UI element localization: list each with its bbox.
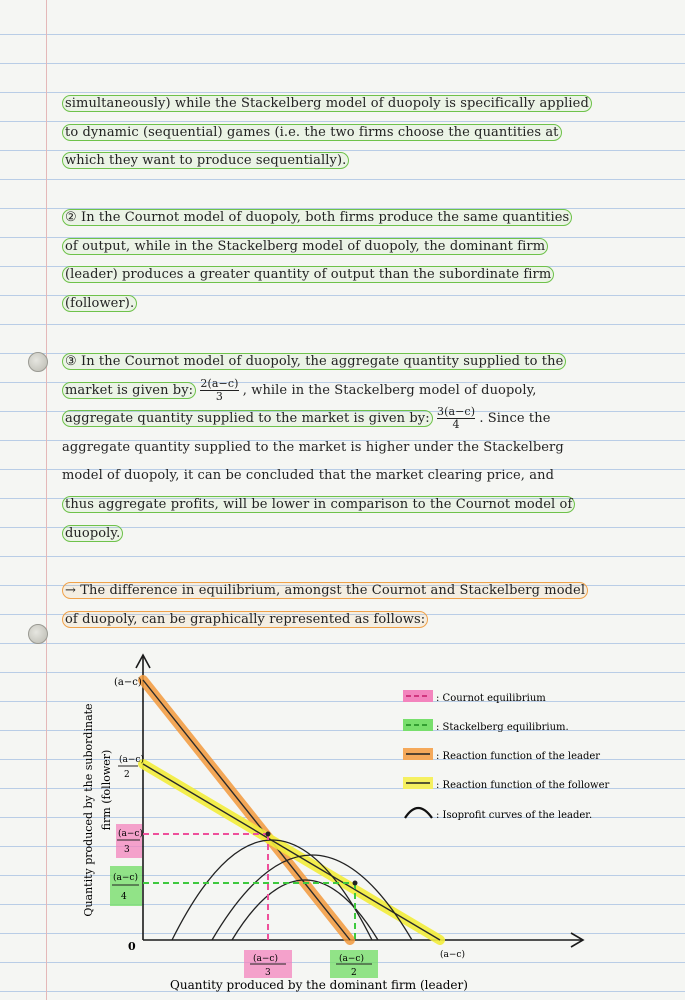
fraction-numerator: 2(a−c): [200, 376, 239, 390]
p3-line-3b: . Since the: [479, 411, 551, 427]
origin-label: 0: [128, 940, 136, 953]
p1-line-3: which they want to produce sequentially).: [62, 152, 349, 169]
p3-line-2a: market is given by:: [62, 382, 196, 399]
p1-line-2: to dynamic (sequential) games (i.e. the two firms choose the quantities at: [62, 124, 562, 141]
p2-line-4: (follower).: [62, 295, 137, 312]
y-tick-third-den: 3: [124, 845, 130, 855]
x-tick-third-num: (a−c): [253, 954, 278, 964]
p4-line-1: → The difference in equilibrium, amongst the Cournot and Stackelberg model: [62, 582, 588, 599]
x-tick-half-den: 2: [351, 968, 357, 978]
y-tick-top: (a−c): [114, 677, 142, 688]
p3-line-2b: , while in the Stackelberg model of duopoly,: [242, 382, 537, 398]
fraction-denominator: 4: [452, 418, 460, 432]
cournot-equilibrium-point: [266, 832, 271, 837]
y-tick-third-num: (a−c): [118, 829, 143, 839]
y-tick-half-den: 2: [124, 770, 130, 780]
p3-line-6: thus aggregate profits, will be lower in comparison to the Cournot model of: [62, 496, 575, 513]
stackelberg-equilibrium-point: [353, 881, 358, 886]
legend: [403, 690, 610, 821]
legend-cournot-label: : Cournot equilibrium: [436, 693, 546, 704]
p1-line-1: simultaneously) while the Stackelberg model of duopoly is specifically applied: [62, 95, 592, 112]
p3-line-3a: aggregate quantity supplied to the market is given by:: [62, 410, 433, 427]
legend-isoprofit-arc: [405, 808, 432, 818]
y-tick-quarter-num: (a−c): [113, 873, 138, 883]
y-tick-quarter-den: 4: [121, 892, 127, 902]
y-tick-half-num: (a−c): [119, 755, 144, 765]
p4-line-2: of duopoly, can be graphically represented as follows:: [62, 611, 428, 628]
x-axis-title: Quantity produced by the dominant firm (leader): [170, 978, 468, 992]
p2-line-2: of output, while in the Stackelberg model of duopoly, the dominant firm: [62, 238, 548, 255]
x-tick-half-num: (a−c): [339, 954, 364, 964]
p3-line-7: duopoly.: [62, 525, 123, 542]
p2-line-1: ② In the Cournot model of duopoly, both firms produce the same quantities: [62, 209, 572, 226]
y-axis-title-line-2: firm (follower): [100, 749, 113, 831]
p3-line-1: ③ In the Cournot model of duopoly, the aggregate quantity supplied to the: [62, 353, 566, 370]
y-axis-title-line-1: Quantity produced by the subordinate: [82, 703, 95, 917]
x-tick-end: (a−c): [440, 950, 465, 960]
leader-reaction-line: [143, 680, 350, 940]
x-tick-third-den: 3: [265, 968, 271, 978]
fraction-numerator: 3(a−c): [436, 405, 476, 419]
legend-stackelberg-label: : Stackelberg equilibrium.: [436, 722, 569, 733]
p3-line-5: model of duopoly, it can be concluded that the market clearing price, and: [62, 468, 554, 484]
fraction-denominator: 3: [215, 389, 223, 403]
legend-isoprofit-label: : Isoprofit curves of the leader.: [436, 810, 593, 821]
p2-line-3: (leader) produces a greater quantity of output than the subordinate firm: [62, 266, 554, 283]
legend-follower-label: : Reaction function of the follower: [436, 780, 610, 791]
legend-leader-label: : Reaction function of the leader: [436, 751, 601, 762]
p3-line-4: aggregate quantity supplied to the market is higher under the Stackelberg: [62, 439, 564, 455]
